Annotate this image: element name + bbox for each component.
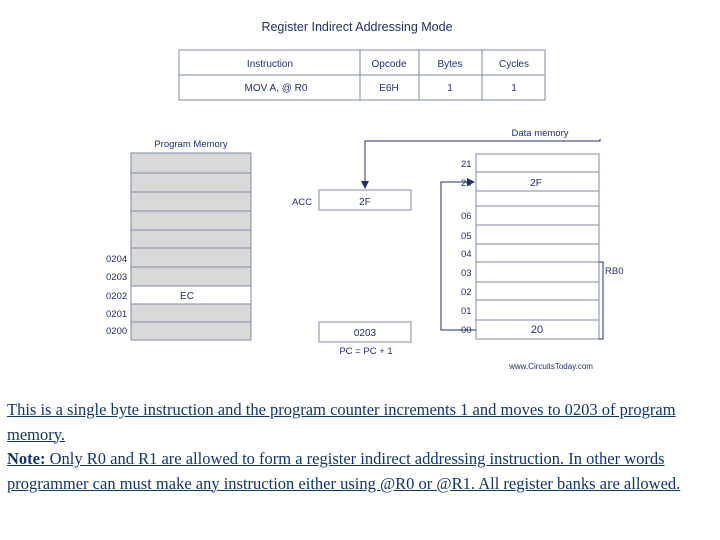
data-memory-address: 04 xyxy=(461,249,472,260)
diagram-title: Register Indirect Addressing Mode xyxy=(261,20,453,34)
data-memory-cell xyxy=(476,244,599,262)
website-credit: www.CircuitsToday.com xyxy=(509,362,593,371)
program-memory-address: 0202 xyxy=(106,291,128,302)
program-memory-cell xyxy=(131,248,251,267)
data-memory-cell xyxy=(476,191,599,206)
data-memory-address: 05 xyxy=(461,231,472,242)
acc-value: 2F xyxy=(359,197,371,208)
pc-increment-label: PC = PC + 1 xyxy=(339,346,393,357)
data-memory-value: 20 xyxy=(530,324,544,336)
note-label: Note: xyxy=(7,449,46,468)
data-memory-cell xyxy=(476,300,599,320)
cell-instruction: MOV A, @ R0 xyxy=(244,83,308,94)
data-memory-value: 2F xyxy=(530,178,542,189)
pc-value: 0203 xyxy=(353,328,377,339)
data-memory-address: 06 xyxy=(461,211,472,222)
program-memory-address: 0203 xyxy=(106,272,128,283)
program-memory-address: 0200 xyxy=(106,326,128,337)
program-memory-cell xyxy=(131,304,251,322)
caption-line1: This is a single byte instruction and the program counter increments 1 and moves to 0203 of program memory. xyxy=(7,400,676,444)
program-memory-address: 0201 xyxy=(106,309,128,320)
note-text: Only R0 and R1 are allowed to form a register indirect addressing instruction. In other words programmer can must make any instruction either using @R0 or @R1. All register banks are allowed. xyxy=(7,449,681,493)
cell-cycles: 1 xyxy=(511,83,517,94)
program-memory-label: Program Memory xyxy=(154,139,228,150)
data-memory-address: 01 xyxy=(461,306,472,317)
data-memory-cell xyxy=(476,206,599,225)
program-memory-block xyxy=(131,153,251,340)
data-memory-cell xyxy=(476,154,599,172)
data-memory-address: 20 xyxy=(461,178,472,189)
header-instruction: Instruction xyxy=(246,59,294,70)
data-memory-address: 03 xyxy=(461,268,472,279)
data-memory-cell xyxy=(476,225,599,244)
rb0-bracket xyxy=(599,262,603,339)
cell-bytes: 1 xyxy=(447,83,453,94)
data-memory-address: 21 xyxy=(461,159,472,170)
header-bytes: Bytes xyxy=(437,59,463,70)
data-memory-address: 02 xyxy=(461,287,472,298)
data-memory-cell xyxy=(476,262,599,282)
header-cycles: Cycles xyxy=(498,59,530,70)
instruction-table xyxy=(179,50,545,100)
program-memory-address: 0204 xyxy=(106,254,128,265)
data-memory-label: Data memory xyxy=(511,128,569,139)
acc-label: ACC xyxy=(291,197,312,208)
caption xyxy=(7,398,713,496)
rb0-label: RB0 xyxy=(605,266,624,277)
program-memory-cell xyxy=(131,322,251,340)
cell-opcode: E6H xyxy=(379,83,399,94)
header-opcode: Opcode xyxy=(371,59,407,70)
program-memory-cell xyxy=(131,267,251,286)
caption-note xyxy=(7,447,713,496)
data-memory-address: 00 xyxy=(461,325,472,336)
program-memory-value: EC xyxy=(180,291,194,302)
data-memory-cell xyxy=(476,282,599,300)
